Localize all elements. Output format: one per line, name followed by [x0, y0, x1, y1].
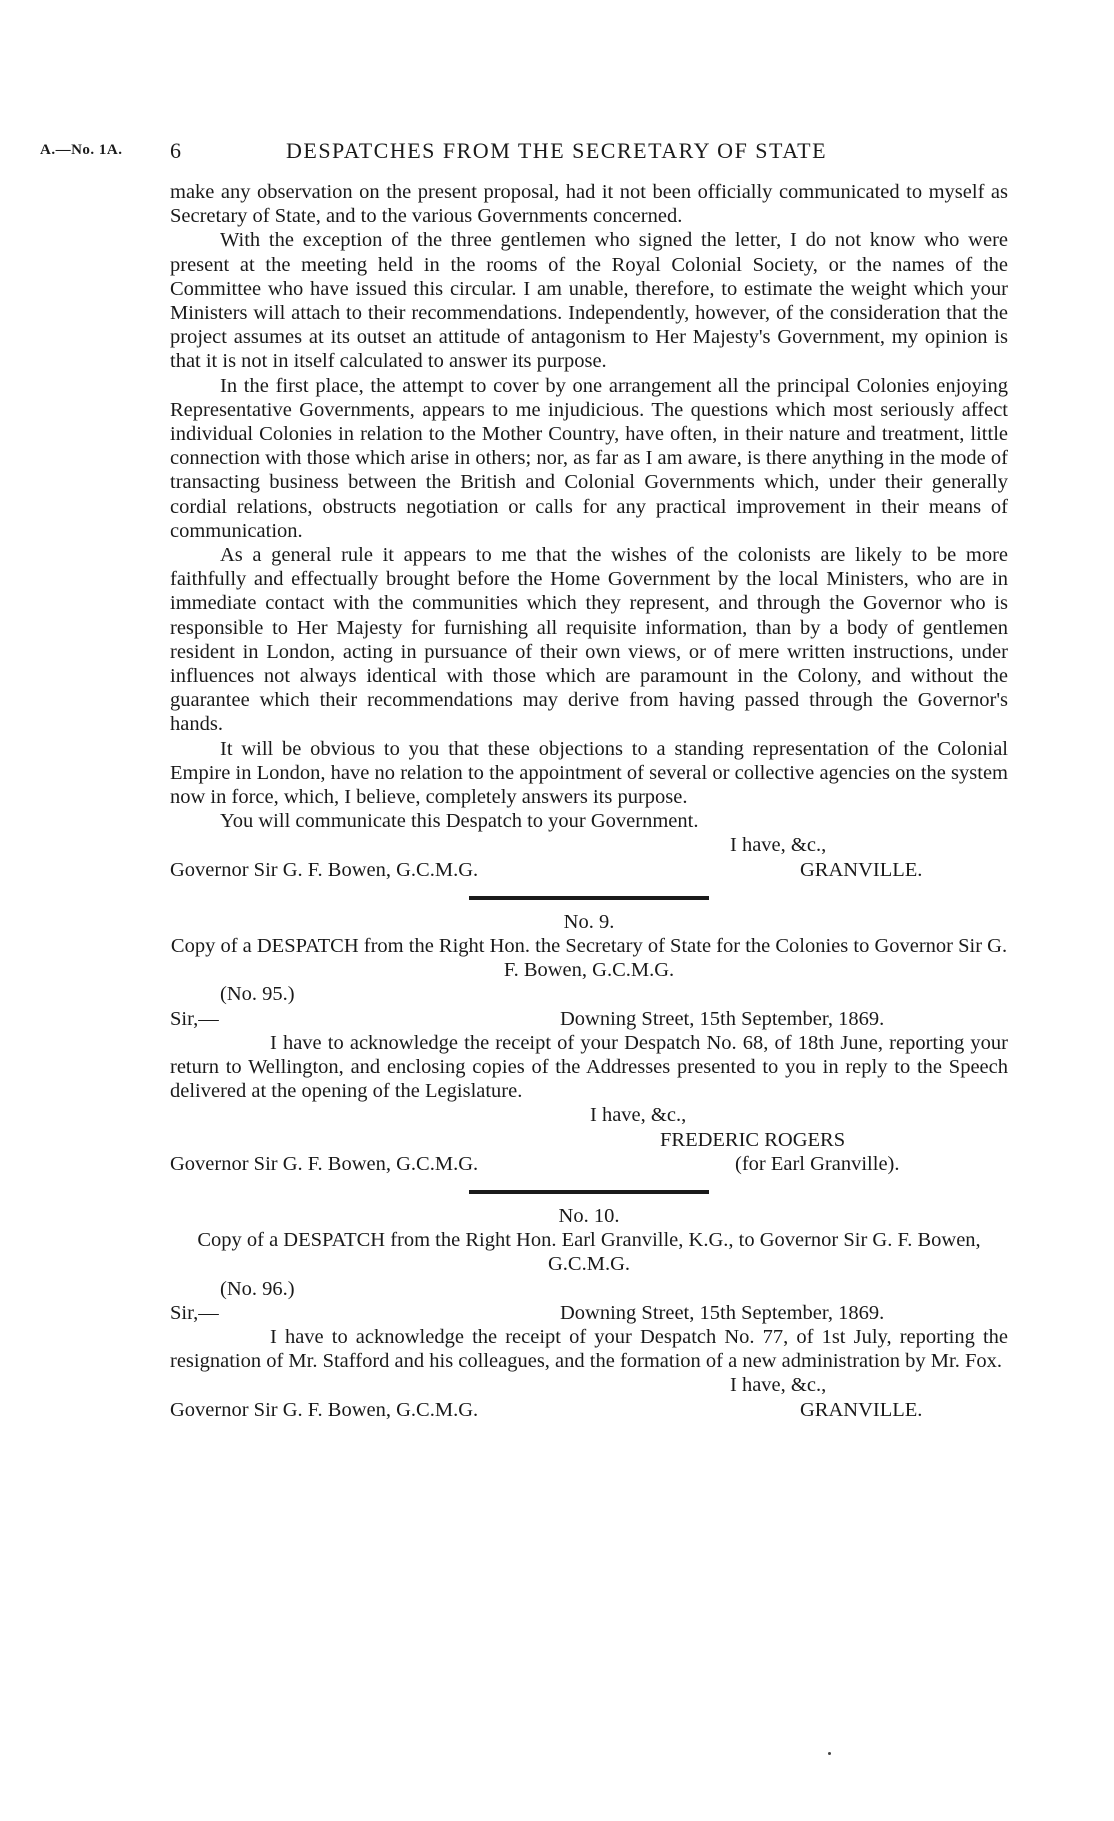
section-divider: [469, 1190, 709, 1194]
despatch-body: I have to acknowledge the receipt of your Despatch No. 77, of 1st July, reporting the resignation of Mr. Stafford and his colleagues, and the formation of a new administration by Mr. Fox.: [170, 1326, 1008, 1373]
despatch-number: No. 9.: [563, 910, 615, 933]
addressee: Governor Sir G. F. Bowen, G.C.M.G.: [170, 1152, 479, 1175]
signature: GRANVILLE.: [800, 1398, 923, 1421]
paragraph: With the exception of the three gentlemen who signed the letter, I do not know who were present at the meeting held in the rooms of the Royal Colonial Society, or the names of the Committee who have issued this circular. I am unable, therefore, to estimate the weight which your Ministers will attach to their recommendations. Independently, however, of the consideration that the project assumes at its outset an attitude of antagonism to Her Majesty's Government, my opinion is that it is not in itself calculated to answer its purpose.: [170, 229, 1008, 373]
signature-row: [170, 1398, 1008, 1422]
running-title: DESPATCHES FROM THE SECRETARY OF STATE: [286, 138, 828, 163]
signature-row: [170, 858, 1008, 882]
signature: FREDERIC ROGERS: [660, 1128, 846, 1151]
addressee-row: [170, 1152, 1008, 1176]
closing: I have, &c.,: [730, 1374, 827, 1397]
print-speck: [828, 1752, 831, 1755]
despatch-ref: (No. 95.): [220, 983, 295, 1006]
document-body: [170, 180, 1008, 1422]
paragraph: You will communicate this Despatch to your Government.: [220, 810, 699, 833]
salutation: Sir,—: [170, 1007, 219, 1030]
place-date: Downing Street, 15th September, 1869.: [560, 1007, 885, 1030]
despatch-9: [170, 910, 1008, 1176]
closing: I have, &c.,: [730, 834, 827, 857]
despatch-body: I have to acknowledge the receipt of your Despatch No. 68, of 18th June, reporting your return to Wellington, and enclosing copies of the Addresses presented to you in reply to the Speech delivered at the opening of the Legislature.: [170, 1031, 1008, 1103]
despatch-ref: (No. 96.): [220, 1277, 295, 1300]
paragraph: As a general rule it appears to me that the wishes of the colonists are likely to be more faithfully and effectually brought before the Home Government by the local Ministers, who are in immediate contact with the communities which they represent, and through the Governor who is responsible to Her Majesty for furnishing all requisite information, than by a body of gentlemen resident in London, acting in pursuance of their own views, or of mere written instructions, under influences not always identical with those which are paramount in the Colony, and without the guarantee which their recommendations may derive from having passed through the Governor's hands.: [170, 544, 1008, 736]
despatch-heading: Copy of a DESPATCH from the Right Hon. Earl Granville, K.G., to Governor Sir G. F. Bowen, G.C.M.G.: [197, 1229, 981, 1276]
salutation-row: [170, 1007, 1008, 1031]
paragraph: In the first place, the attempt to cover by one arrangement all the principal Colonies enjoying Representative Governments, appears to me injudicious. The questions which most seriously affect individual Colonies in relation to the Mother Country, have often, in their nature and treatment, little connection with those which arise in others; nor, as far as I am aware, is there anything in the mode of transacting business between the British and Colonial Governments which, under their generally cordial relations, obstructs negotiation or calls for any practical improvement in their means of communication.: [170, 374, 1008, 542]
salutation: Sir,—: [170, 1301, 219, 1324]
despatch-heading: Copy of a DESPATCH from the Right Hon. the Secretary of State for the Colonies to Governor Sir G. F. Bowen, G.C.M.G.: [170, 935, 1008, 982]
running-header: [40, 138, 1080, 168]
place-date: Downing Street, 15th September, 1869.: [560, 1301, 885, 1324]
closing-row: [170, 1103, 1008, 1127]
paragraph: make any observation on the present proposal, had it not been officially communicated to myself as Secretary of State, and to the various Governments concerned.: [170, 181, 1008, 228]
closing-row: [170, 833, 1008, 857]
paper-reference: A.—No. 1A.: [40, 142, 123, 158]
signature-row: [170, 1128, 1008, 1152]
despatch-8-continuation: [170, 180, 1008, 882]
section-divider: [469, 896, 709, 900]
paragraph: It will be obvious to you that these objections to a standing representation of the Colonial Empire in London, have no relation to the appointment of several or collective agencies on the system now in force, which, I believe, completely answers its purpose.: [170, 737, 1008, 809]
page-number: 6: [170, 138, 181, 163]
signature: GRANVILLE.: [800, 858, 923, 881]
despatch-number: No. 10.: [558, 1205, 620, 1228]
signature-note: (for Earl Granville).: [735, 1152, 900, 1175]
closing: I have, &c.,: [590, 1104, 687, 1127]
addressee: Governor Sir G. F. Bowen, G.C.M.G.: [170, 1398, 479, 1421]
salutation-row: [170, 1301, 1008, 1325]
closing-row: [170, 1373, 1008, 1397]
addressee: Governor Sir G. F. Bowen, G.C.M.G.: [170, 858, 479, 881]
despatch-10: [170, 1204, 1008, 1422]
